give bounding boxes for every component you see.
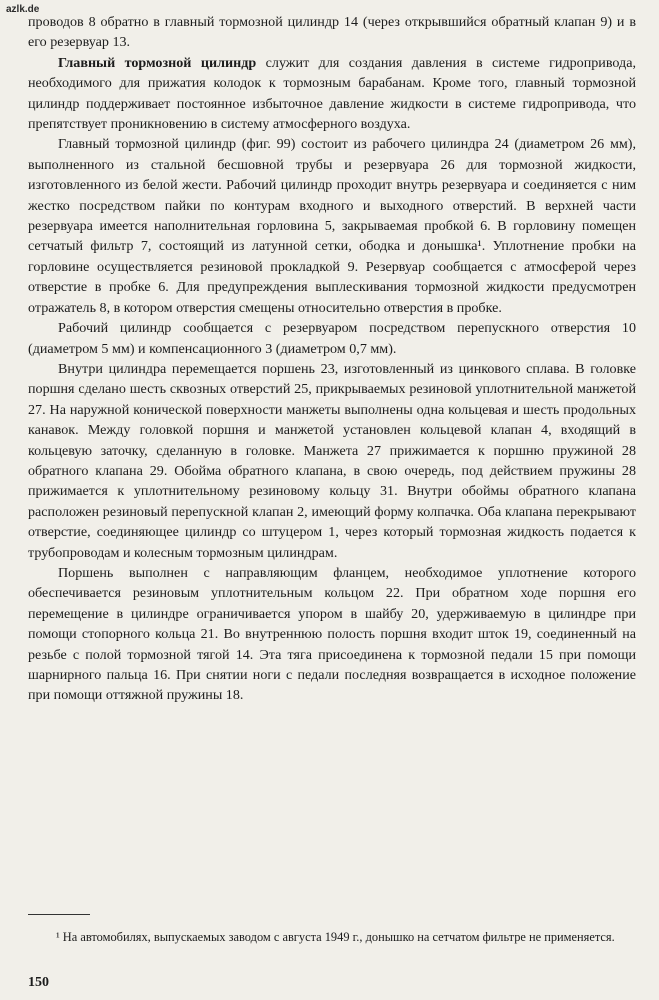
paragraph-1-text: служит для создания давления в системе гидропривода, необходимого для прижатия колодок к тормозным барабанам. Кроме того, главный тормозной цилиндр поддерживает постоянное избыточное давление жидкости в системе гидропривода, что препятствует проникновению в систему атмосферного воздуха. <box>28 54 636 133</box>
page-body <box>28 12 636 706</box>
paragraph-2: Главный тормозной цилиндр (фиг. 99) состоит из рабочего цилиндра 24 (диаметром 26 мм), выполненного из стальной бесшовной трубы и резервуара 26 для тормозной жидкости, изготовленного из белой жести. Рабочий цилиндр проходит внутрь резервуара и соединяется с ним жестко посредством пайки по контурам входного и выходного отверстий. В верхней части резервуара имеется наполнительная горловина 5, закрываемая пробкой 6. В горловину помещен сетчатый фильтр 7, состоящий из латунной сетки, ободка и донышка¹. Уплотнение пробки на горловине осуществляется резиновой прокладкой 9. Резервуар сообщается с атмосферой через отверстие в пробке 6. Для предупреждения выплескивания тормозной жидкости предусмотрен отражатель 8, в котором отверстия смещены относительно отверстия в пробке. <box>28 136 636 316</box>
paragraph-0: проводов 8 обратно в главный тормозной цилиндр 14 (через открывшийся обратный клапан 9) и в его резервуар 13. <box>28 14 636 51</box>
watermark: azlk.de <box>6 4 40 15</box>
paragraph-1 <box>28 53 636 135</box>
footnote-divider <box>28 914 90 915</box>
paragraph-5: Поршень выполнен с направляющим фланцем, необходимое уплотнение которого обеспечивается резиновым уплотнительным кольцом 22. При обратном ходе поршня его перемещение в цилиндре ограничивается упором в шайбу 20, удерживаемую в цилиндре при помощи стопорного кольца 21. Во внутреннюю полость поршня входит шток 19, соединенный на резьбе с полой тормозной тягой 14. Эта тяга присоединена к тормозной педали 15 при помощи шарнирного пальца 16. При снятии ноги с педали последняя возвращается в исходное положение при помощи оттяжной пружины 18. <box>28 564 636 704</box>
footnote-text: ¹ На автомобилях, выпускаемых заводом с августа 1949 г., донышко на сетчатом фильтре не применяется. <box>56 930 615 944</box>
paragraph-3: Рабочий цилиндр сообщается с резервуаром посредством перепускного отверстия 10 (диаметром 5 мм) и компенсационного 3 (диаметром 0,7 мм). <box>28 320 636 357</box>
bold-lead-term: Главный тормозной цилиндр <box>58 54 257 71</box>
paragraph-4: Внутри цилиндра перемещается поршень 23, изготовленный из цинкового сплава. В головке поршня сделано шесть сквозных отверстий 25, прикрываемых резиновой уплотнительной манжетой 27. На наружной конической поверхности манжеты выполнены одна кольцевая и шесть продольных канавок. Между головкой поршня и манжетой установлен кольцевой клапан 4, входящий в кольцевую заточку, сделанную в головке. Манжета 27 прижимается к поршню пружиной 28 обратного клапана 29. Обойма обратного клапана, в свою очередь, под действием пружины 28 прижимается к уплотнительному резиновому кольцу 31. Внутри обоймы обратного клапана расположен резиновый перепускной клапан 2, имеющий форму колпачка. Оба клапана перекрывают отверстие, соединяющее цилиндр со штуцером 1, через который тормозная жидкость подается к трубопроводам и колесным тормозным цилиндрам. <box>28 360 636 561</box>
footnote <box>28 928 636 946</box>
page-number: 150 <box>28 975 49 990</box>
